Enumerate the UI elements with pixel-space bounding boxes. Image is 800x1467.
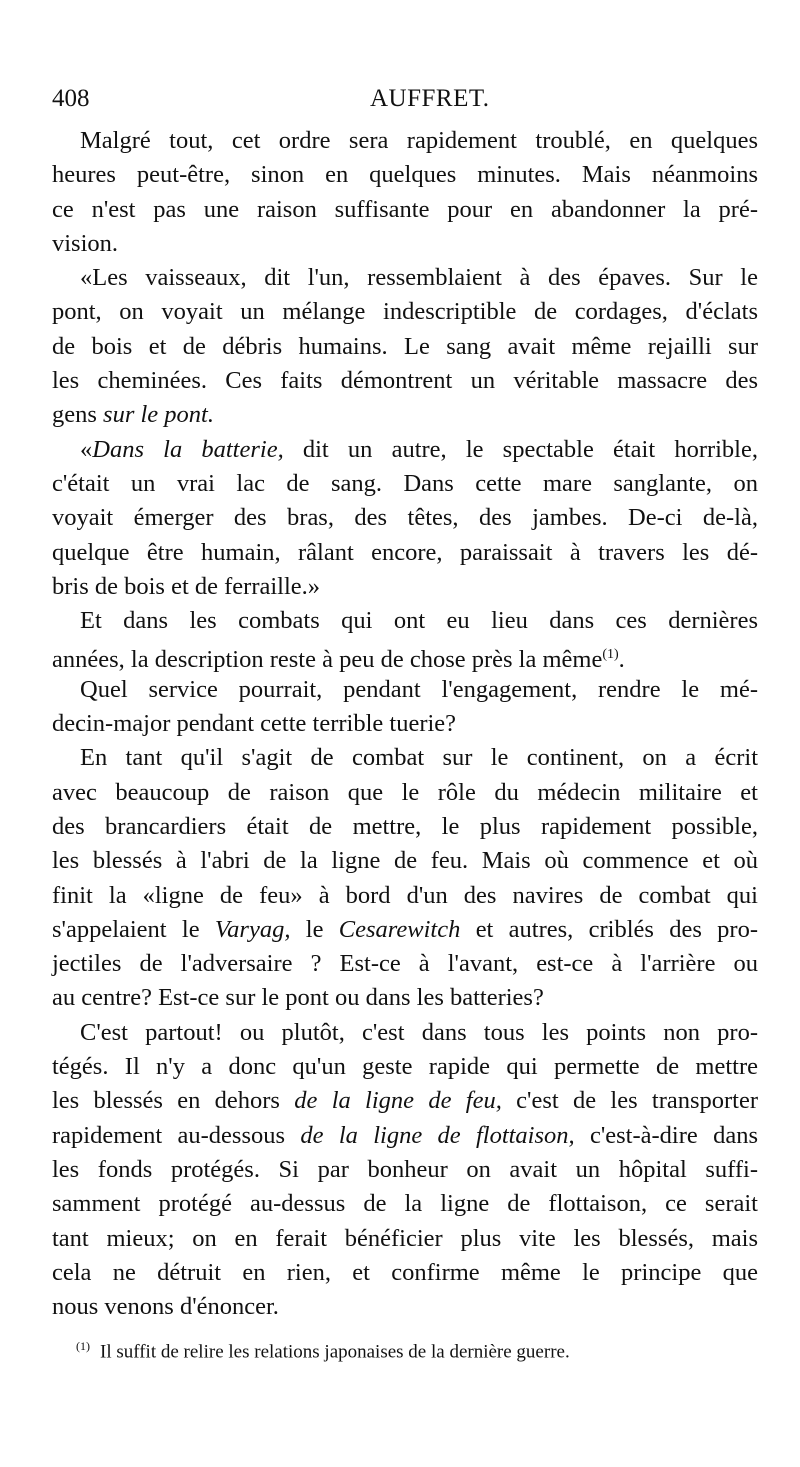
text-line: voyait émerger des bras, des têtes, des jambes. De-ci de-là, [52, 504, 758, 532]
text-line: Quel service pourrait, pendant l'engagement, rendre le mé- [80, 675, 758, 703]
italic-text: de la ligne de feu, [294, 1087, 502, 1115]
text-run: gens [52, 401, 97, 429]
text-run: rapidement au-dessous [52, 1121, 286, 1149]
footnote [76, 1334, 756, 1364]
body-text [52, 124, 758, 1324]
text-run: dit un autre, le spectable était horrible, [302, 435, 758, 463]
text-line [52, 638, 758, 672]
italic-text: Dans la batterie, [92, 435, 284, 463]
text-run: c'est de les transporter [516, 1087, 759, 1115]
text-line: heures peut-être, sinon en quelques minutes. Mais néanmoins [52, 161, 758, 189]
text-line [52, 1084, 758, 1118]
text-line: C'est partout! ou plutôt, c'est dans tous les points non pro- [80, 1018, 758, 1046]
text-line: jectiles de l'adversaire ? Est-ce à l'avant, est-ce à l'arrière ou [52, 950, 758, 978]
page-header [52, 84, 760, 114]
text-line: Et dans les combats qui ont eu lieu dans ces dernières [80, 607, 758, 635]
opening-quote: « [80, 435, 93, 463]
italic-text: Cesarewitch [338, 915, 461, 943]
text-run: le [305, 915, 324, 943]
text-line: de bois et de débris humains. Le sang avait même rejailli sur [52, 332, 758, 360]
text-line: En tant qu'il s'agit de combat sur le continent, on a écrit [80, 744, 758, 772]
text-run: c'est-à-dire dans [589, 1121, 759, 1149]
text-line: pont, on voyait un mélange indescriptible de cordages, d'éclats [52, 298, 758, 326]
text-line [52, 398, 758, 432]
text-line [52, 1119, 758, 1153]
page-number: 408 [52, 85, 90, 112]
running-title: AUFFRET. [370, 85, 490, 112]
text-line: Malgré tout, cet ordre sera rapidement troublé, en quelques [80, 127, 758, 154]
text-line: «Les vaisseaux, dit l'un, ressemblaient à des épaves. Sur le [80, 264, 758, 292]
footnote-reference: (1) [602, 647, 619, 663]
italic-text: sur le pont. [103, 401, 214, 429]
text-line: finit la «ligne de feu» à bord d'un des navires de combat qui [52, 881, 758, 909]
text-line: decin-major pendant cette terrible tuerie? [52, 710, 457, 738]
text-run: et autres, criblés des pro- [475, 915, 759, 943]
text-line: les fonds protégés. Si par bonheur on avait un hôpital suffi- [52, 1155, 758, 1183]
italic-text: Varyag, [214, 915, 291, 943]
text-line: au centre? Est-ce sur le pont ou dans les batteries? [52, 984, 544, 1012]
text-line: quelque être humain, râlant encore, paraissait à travers les dé- [52, 538, 758, 566]
text-line: nous venons d'énoncer. [52, 1293, 279, 1321]
text-run: s'appelaient le [52, 915, 200, 943]
text-run: . [618, 646, 625, 674]
italic-text: de la ligne de flottaison, [300, 1121, 575, 1149]
footnote-mark: (1) [76, 1339, 90, 1353]
text-run: années, la description reste à peu de chose près la même [52, 646, 603, 674]
text-line: samment protégé au-dessus de la ligne de flottaison, ce serait [52, 1190, 758, 1218]
text-line: c'était un vrai lac de sang. Dans cette mare sanglante, on [52, 469, 758, 497]
text-line: des brancardiers était de mettre, le plus rapidement possible, [52, 812, 758, 840]
text-line: les cheminées. Ces faits démontrent un véritable massacre des [52, 367, 758, 395]
text-line: tégés. Il n'y a donc qu'un geste rapide qui permette de mettre [52, 1053, 758, 1081]
text-line: avec beaucoup de raison que le rôle du médecin militaire et [52, 778, 758, 806]
text-line: vision. [52, 229, 119, 257]
text-line: les blessés à l'abri de la ligne de feu. Mais où commence et où [52, 847, 758, 875]
text-line: tant mieux; on en ferait bénéficier plus vite les blessés, mais [52, 1224, 758, 1252]
footnote-text: Il suffit de relire les relations japonaises de la dernière guerre. [100, 1341, 570, 1363]
text-line: ce n'est pas une raison suffisante pour en abandonner la pré- [52, 195, 758, 223]
text-line [52, 433, 758, 467]
text-line: cela ne détruit en rien, et confirme même le principe que [52, 1258, 758, 1286]
text-line [52, 913, 758, 947]
text-run: les blessés en dehors [52, 1087, 280, 1115]
text-line: bris de bois et de ferraille.» [52, 572, 321, 600]
